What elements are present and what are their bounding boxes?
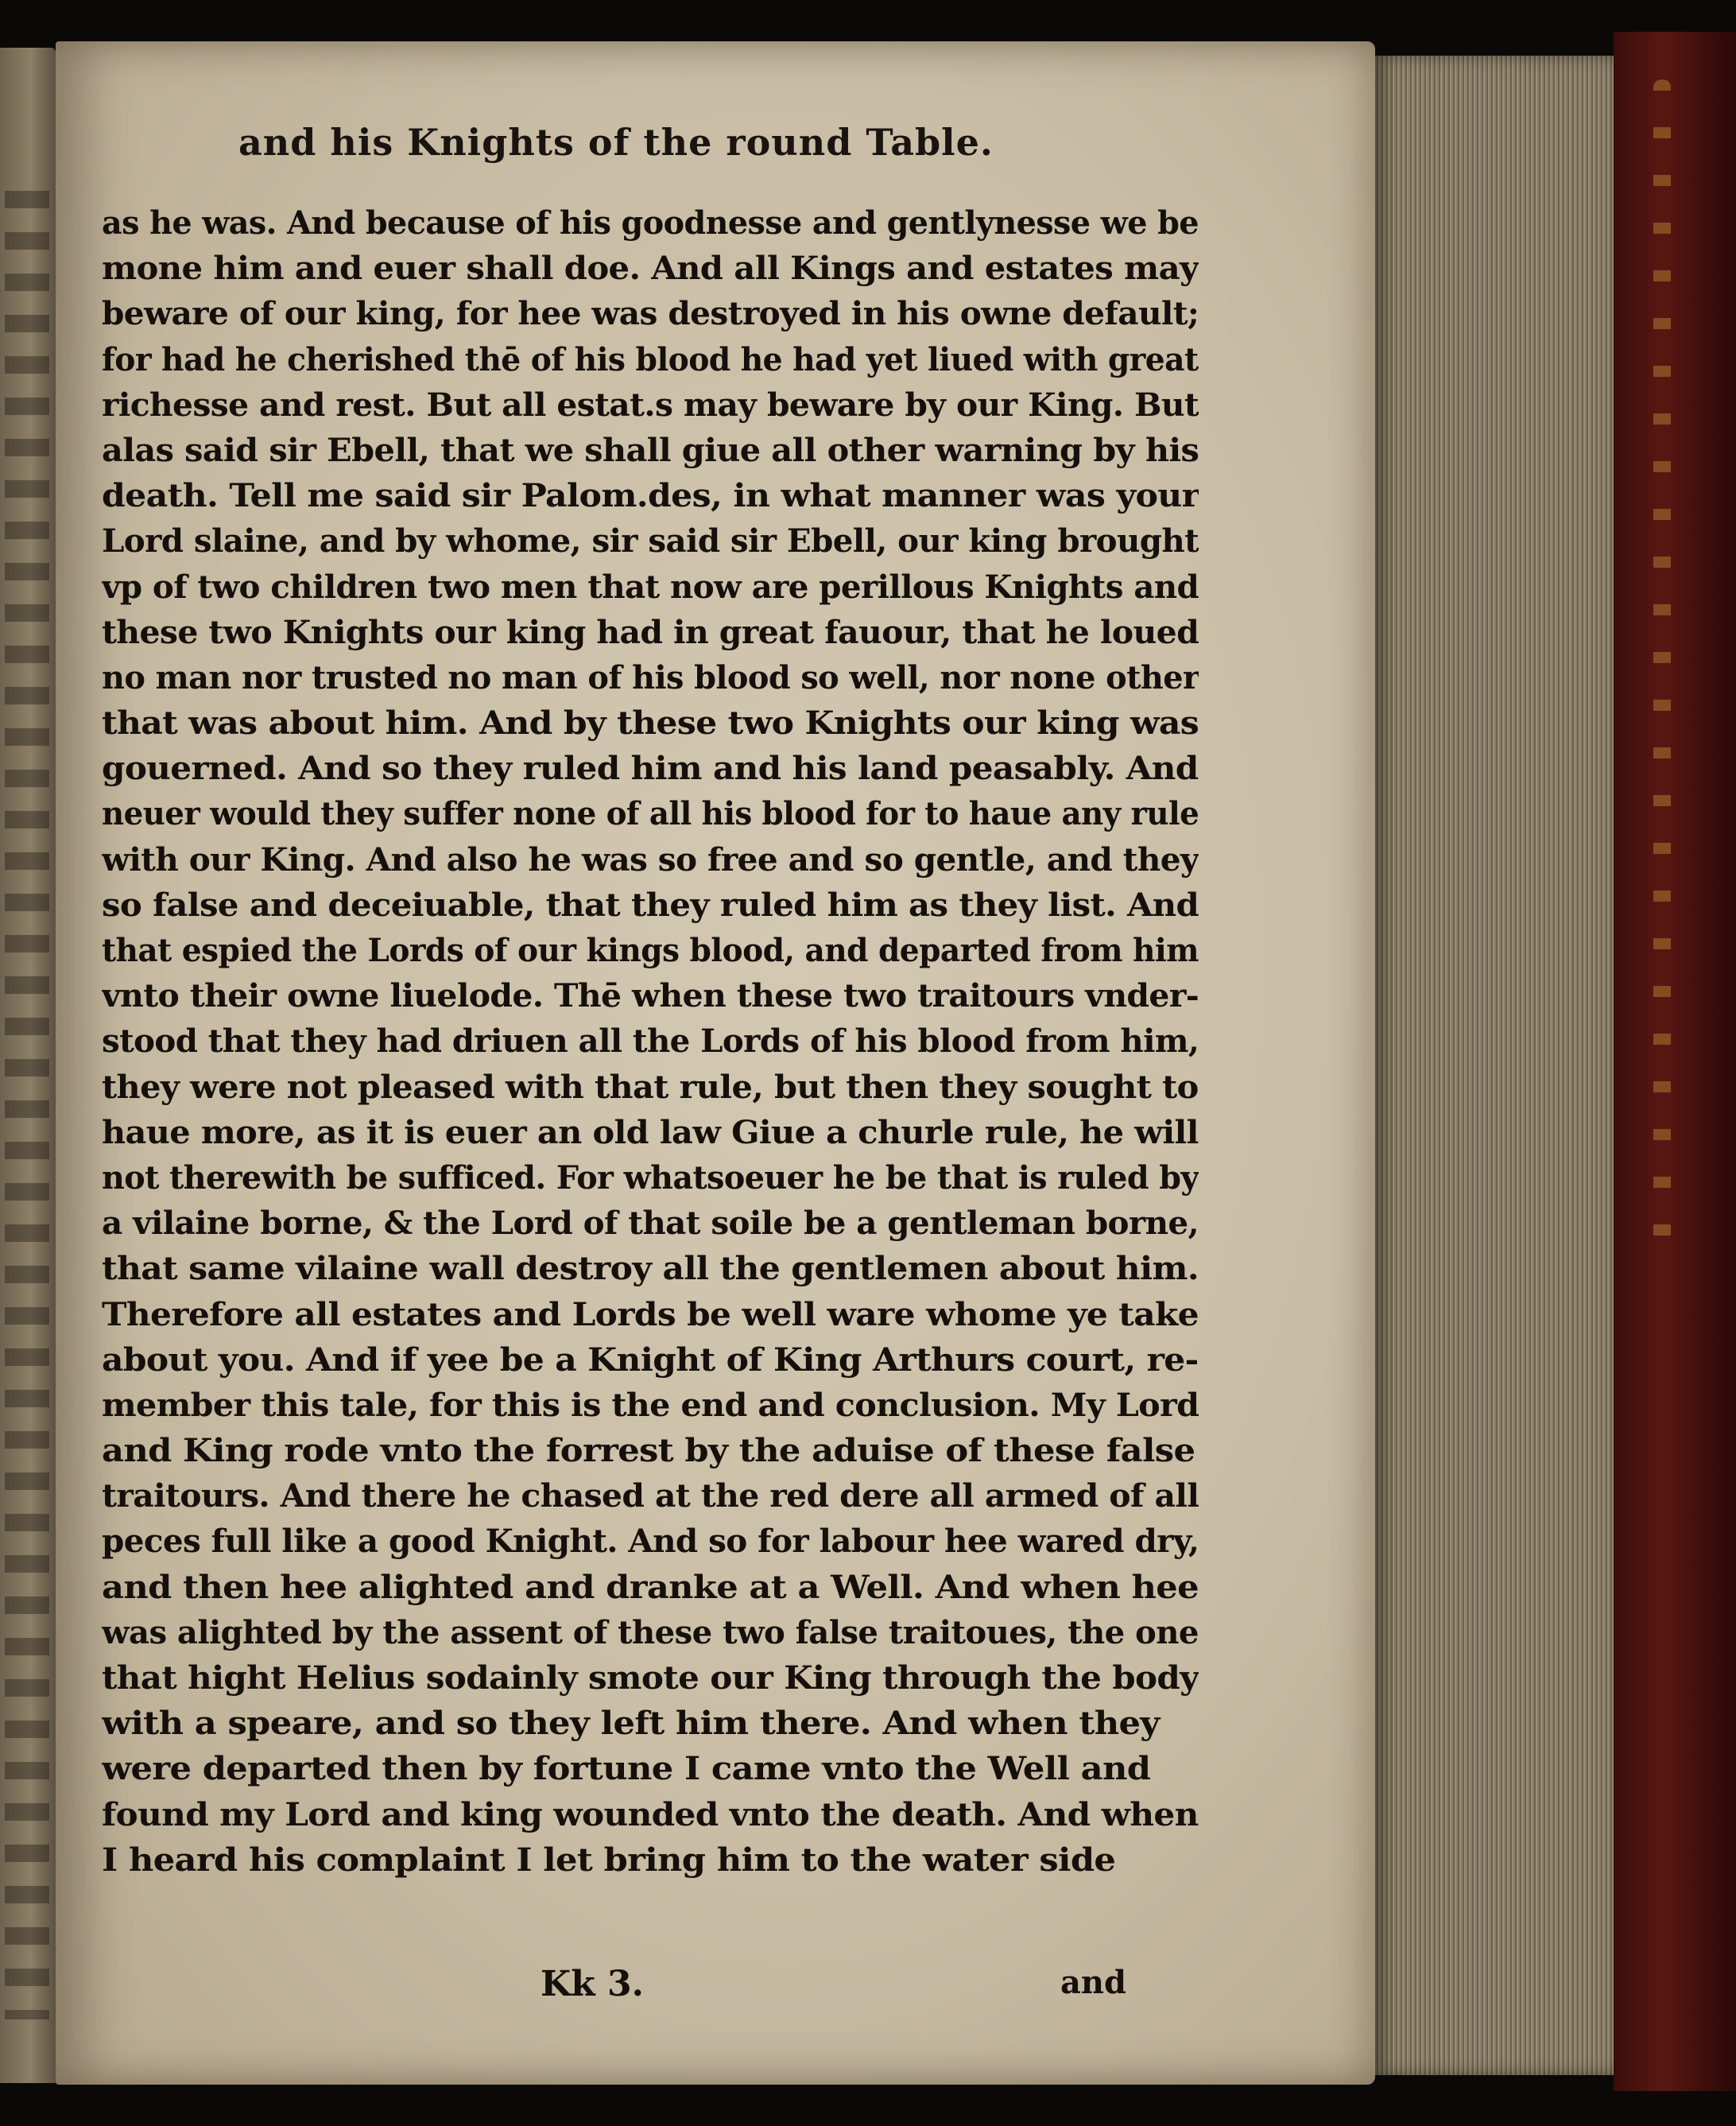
text-line: and King rode vnto the forrest by the aduise of these false (102, 1432, 1195, 1470)
text-line: that same vilaine wall destroy all the gentlemen about him. (102, 1250, 1199, 1288)
catchword: and (1060, 1964, 1126, 2001)
text-line: found my Lord and king wounded vnto the death. And when (102, 1795, 1199, 1833)
text-line: about you. And if yee be a Knight of King Arthurs court, re- (102, 1340, 1199, 1379)
running-head: and his Knights of the round Table. (238, 121, 994, 164)
text-line: with our King. And also he was so free and so gentle, and they (102, 840, 1199, 879)
text-line: I heard his complaint I let bring him to the water side (102, 1841, 1116, 1879)
text-line: peces full like a good Knight. And so for labour hee wared dry, (102, 1523, 1199, 1561)
text-line: mone him and euer shall doe. And all Kings and estates may (102, 250, 1199, 288)
text-line: vnto their owne liuelode. Thē when these two traitours vnder- (102, 977, 1199, 1015)
text-line: vp of two children two men that now are perillous Knights and (102, 568, 1199, 606)
text-line: with a speare, and so they left him there. And when they (102, 1705, 1160, 1743)
text-line: not therewith be sufficed. For whatsoeuer he be that is ruled by (102, 1158, 1199, 1197)
gilt-tooling-ornament (1653, 80, 1671, 1272)
text-line: gouerned. And so they ruled him and his land peasably. And (102, 750, 1199, 788)
text-line: stood that they had driuen all the Lords of his blood from him, (102, 1022, 1199, 1061)
text-line: so false and deceiuable, that they ruled him as they list. And (102, 886, 1199, 924)
text-line: a vilaine borne, & the Lord of that soile be a gentleman borne, (102, 1205, 1199, 1243)
text-line: beware of our king, for hee was destroyed in his owne default; (102, 295, 1199, 333)
text-line: that espied the Lords of our kings blood, and departed from him (102, 932, 1199, 969)
text-line: traitours. And there he chased at the red dere all armed of all (102, 1477, 1199, 1515)
page-fore-edges (1375, 56, 1614, 2075)
text-line: alas said sir Ebell, that we shall giue all other warning by his (102, 431, 1199, 469)
facing-page-edge (0, 48, 56, 2083)
body-text (102, 200, 1199, 1883)
text-line: Therefore all estates and Lords be well ware whome ye take (102, 1295, 1199, 1333)
text-line: haue more, as it is euer an old law Giue a churle rule, he will (102, 1113, 1199, 1151)
text-line: death. Tell me said sir Palom.des, in what manner was your (102, 477, 1199, 515)
text-line: member this tale, for this is the end and conclusion. My Lord (102, 1386, 1199, 1424)
text-line: were departed then by fortune I came vnto the Well and (102, 1750, 1151, 1788)
text-line: was alighted by the assent of these two false traitoues, the one (102, 1613, 1199, 1651)
text-line: that was about him. And by these two Knights our king was (102, 704, 1199, 743)
text-line: and then hee alighted and dranke at a Well. And when hee (102, 1568, 1199, 1606)
signature-mark: Kk 3. (541, 1964, 644, 2004)
text-line: these two Knights our king had in great fauour, that he loued (102, 613, 1199, 651)
facing-page-text-fragments (5, 191, 49, 2019)
leather-binding (1614, 32, 1736, 2091)
text-line: for had he cherished thē of his blood he had yet liued with great (102, 340, 1199, 378)
text-line: Lord slaine, and by whome, sir said sir Ebell, our king brought (102, 522, 1199, 561)
text-line: they were not pleased with that rule, but then they sought to (102, 1068, 1199, 1106)
text-line: richesse and rest. But all estat.s may beware by our King. But (102, 386, 1199, 424)
text-line: as he was. And because of his goodnesse and gentlynesse we be (102, 204, 1199, 242)
text-line: that hight Helius sodainly smote our King through the body (102, 1659, 1199, 1697)
book-page (56, 41, 1375, 2085)
text-line: neuer would they suffer none of all his blood for to haue any rule (102, 795, 1199, 833)
text-line: no man nor trusted no man of his blood so well, nor none other (102, 658, 1199, 696)
